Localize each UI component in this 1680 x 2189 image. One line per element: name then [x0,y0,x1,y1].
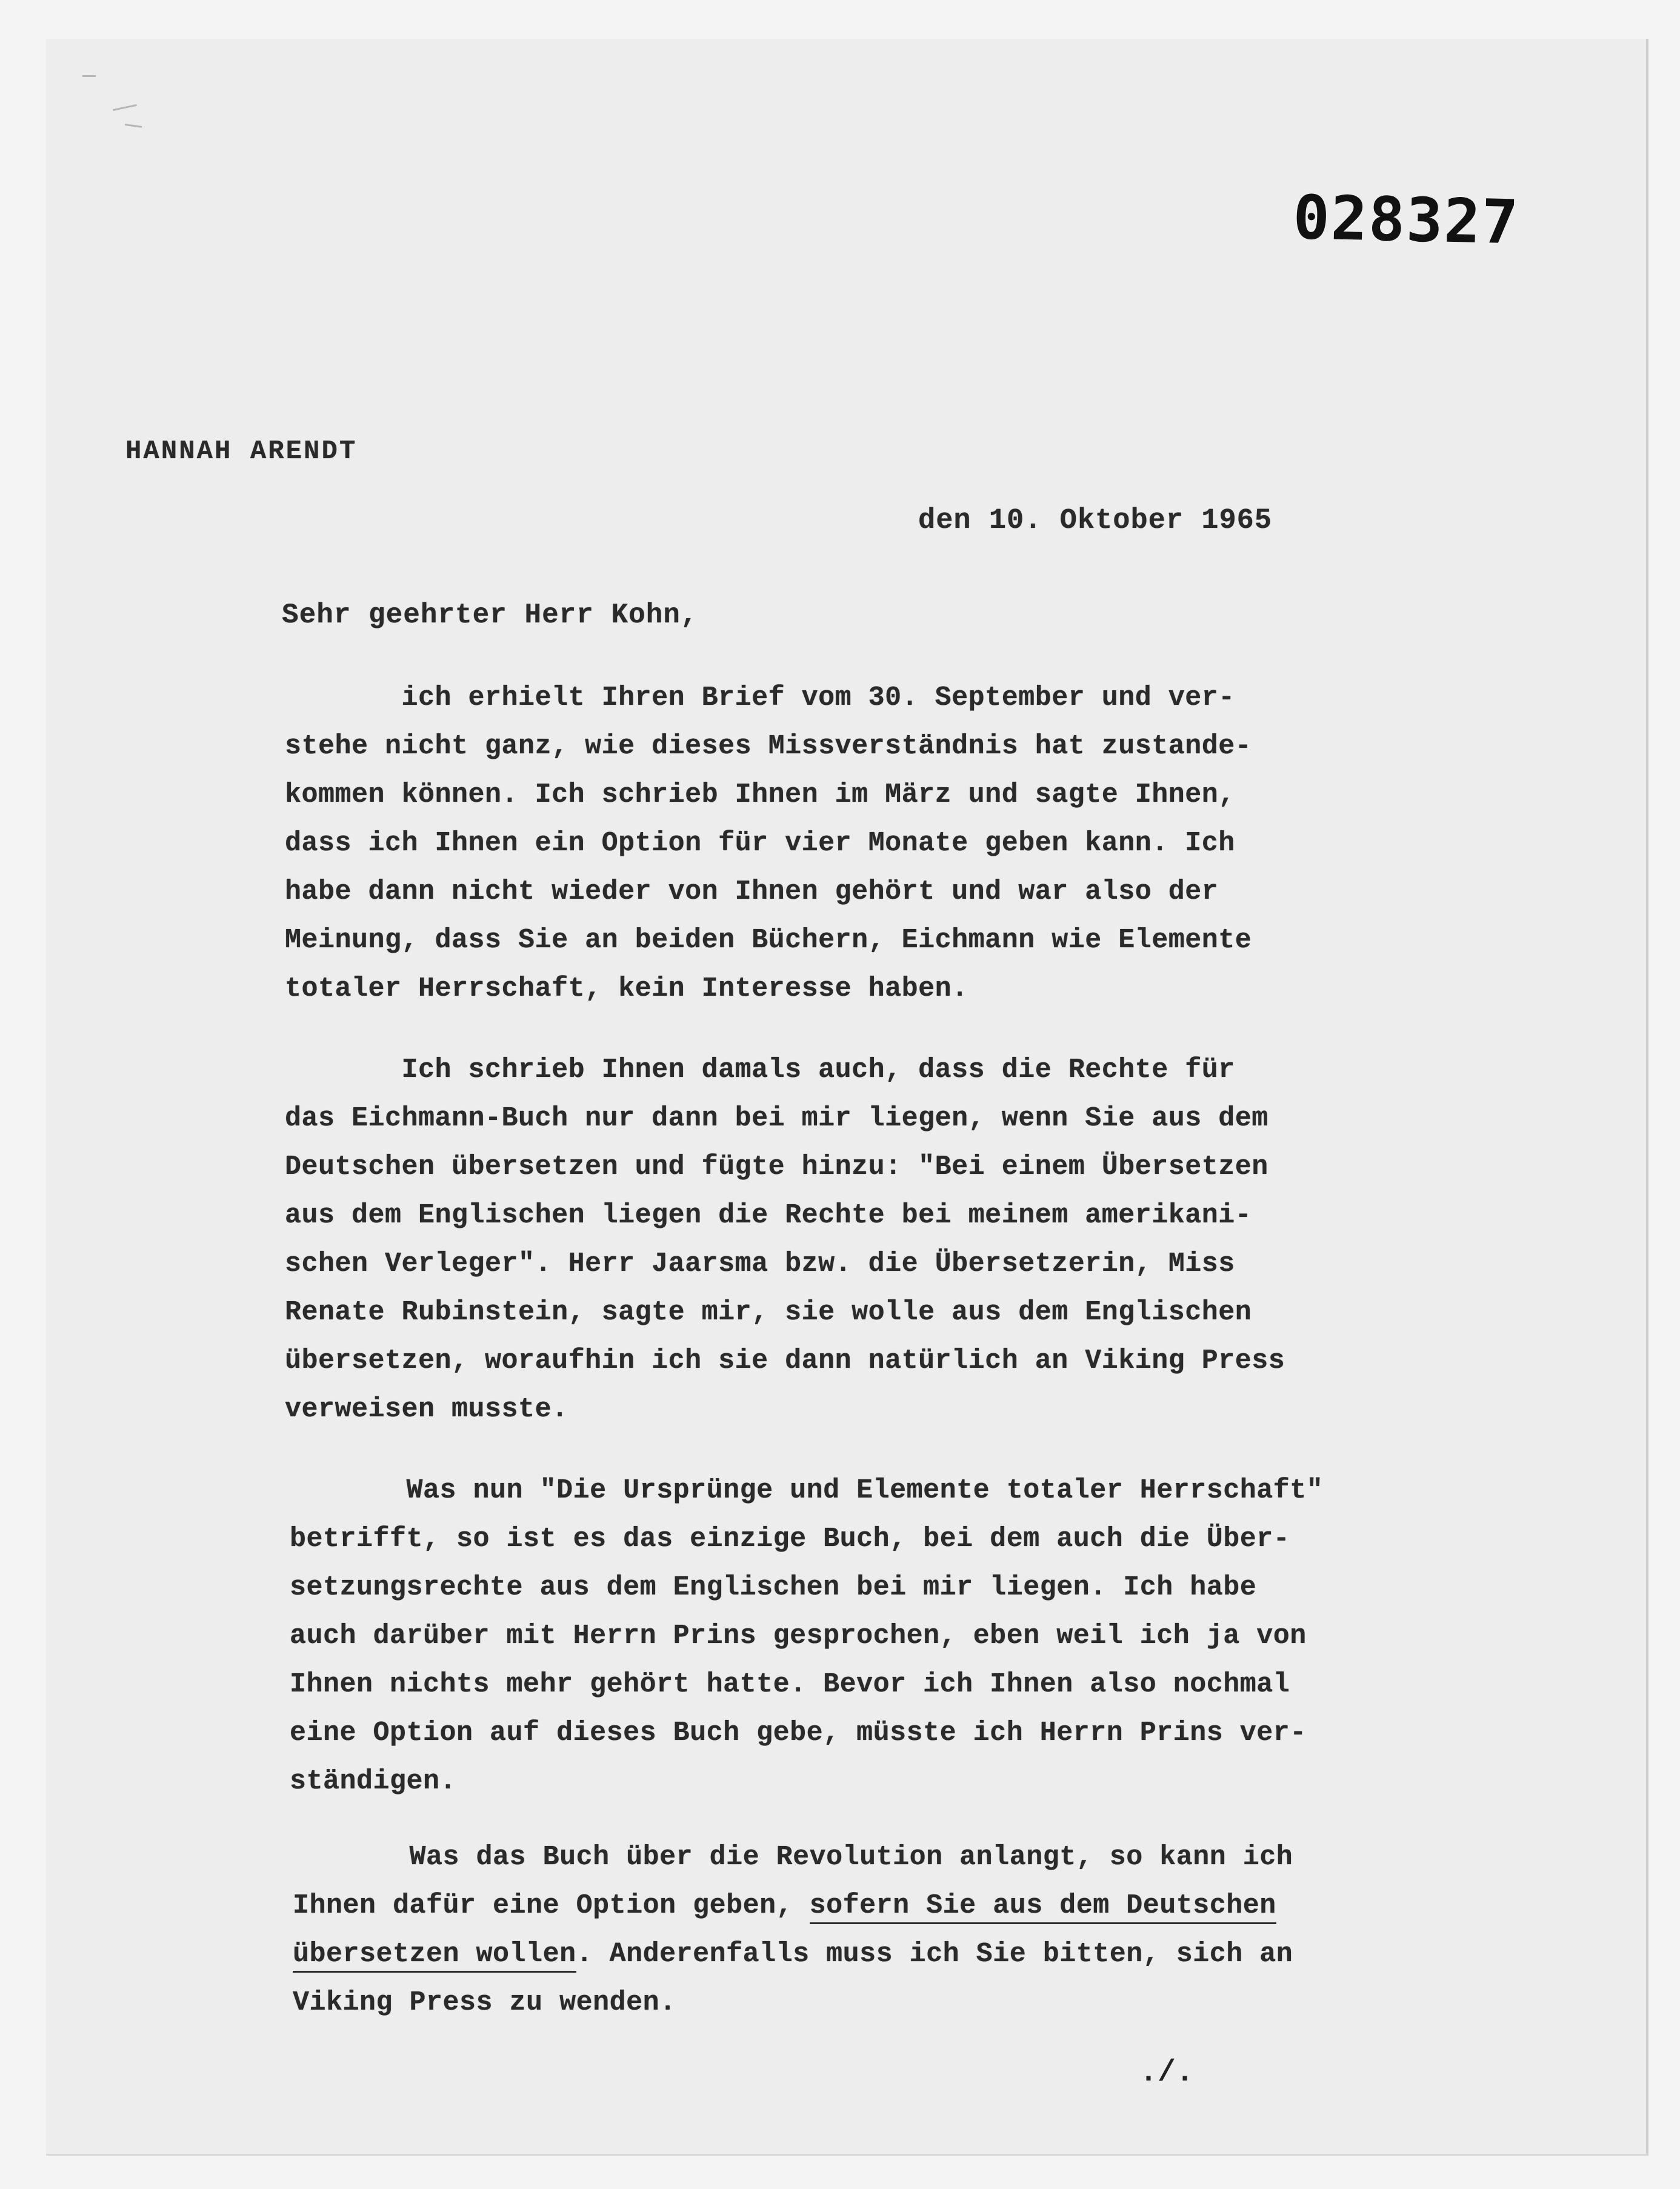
text-line [293,1930,1293,1979]
text-line: betrifft, so ist es das einzige Buch, bei dem auch die Über- [290,1524,1290,1554]
text-line: eine Option auf dieses Buch gebe, müsste ich Herrn Prins ver- [290,1718,1307,1748]
underlined-text: übersetzen wollen [293,1939,576,1973]
text-line: auch darüber mit Herrn Prins gesprochen, eben weil ich ja von [290,1621,1307,1651]
text-line: schen Verleger". Herr Jaarsma bzw. die Übersetzerin, Miss [285,1248,1235,1279]
paragraph-3 [290,1467,1323,1806]
text-line: Renate Rubinstein, sagte mir, sie wolle aus dem Englischen [285,1297,1252,1328]
salutation: Sehr geehrter Herr Kohn, [282,599,698,631]
text-segment: Ihnen dafür eine Option geben, [293,1890,810,1921]
letter-date: den 10. Oktober 1965 [918,505,1273,537]
underlined-text: sofern Sie aus dem Deutschen [810,1890,1276,1924]
text-line: totaler Herrschaft, kein Interesse haben. [285,973,968,1004]
text-line: Deutschen übersetzen und fügte hinzu: "Bei einem Übersetzen [285,1151,1268,1182]
archive-stamp-number: 028327 [1292,182,1521,258]
paragraph-4 [293,1833,1293,2027]
scan-speck [113,104,137,111]
paragraph-1 [285,674,1252,1013]
text-line: aus dem Englischen liegen die Rechte bei meinem amerikani- [285,1200,1252,1231]
text-line: setzungsrechte aus dem Englischen bei mir liegen. Ich habe [290,1572,1257,1603]
text-line: habe dann nicht wieder von Ihnen gehört und war also der [285,876,1219,907]
text-line: stehe nicht ganz, wie dieses Missverständnis hat zustande- [285,731,1252,762]
text-line: ständigen. [290,1766,457,1797]
text-line: übersetzen, woraufhin ich sie dann natürlich an Viking Press [285,1345,1285,1376]
text-line: das Eichmann-Buch nur dann bei mir liegen, wenn Sie aus dem [285,1103,1268,1134]
text-segment: . Anderenfalls muss ich Sie bitten, sich an [576,1939,1293,1970]
scan-speck [125,124,142,128]
text-line: Was das Buch über die Revolution anlangt, so kann ich [293,1842,1293,1873]
paragraph-2 [285,1046,1285,1434]
continuation-mark: ./. [1139,2056,1195,2090]
scan-speck [82,75,96,77]
text-line [293,1882,1293,1930]
text-line: ich erhielt Ihren Brief vom 30. September und ver- [285,682,1235,713]
text-line: Ich schrieb Ihnen damals auch, dass die Rechte für [285,1055,1235,1085]
text-line: dass ich Ihnen ein Option für vier Monate geben kann. Ich [285,828,1235,859]
text-line: Was nun "Die Ursprünge und Elemente totaler Herrschaft" [290,1475,1324,1506]
text-line: Meinung, dass Sie an beiden Büchern, Eichmann wie Elemente [285,925,1252,956]
sender-name: HANNAH ARENDT [125,436,358,467]
text-line: Ihnen nichts mehr gehört hatte. Bevor ich Ihnen also nochmal [290,1669,1290,1700]
text-line: kommen können. Ich schrieb Ihnen im März und sagte Ihnen, [285,779,1235,810]
text-line: verweisen musste. [285,1394,568,1425]
text-line: Viking Press zu wenden. [293,1987,676,2018]
